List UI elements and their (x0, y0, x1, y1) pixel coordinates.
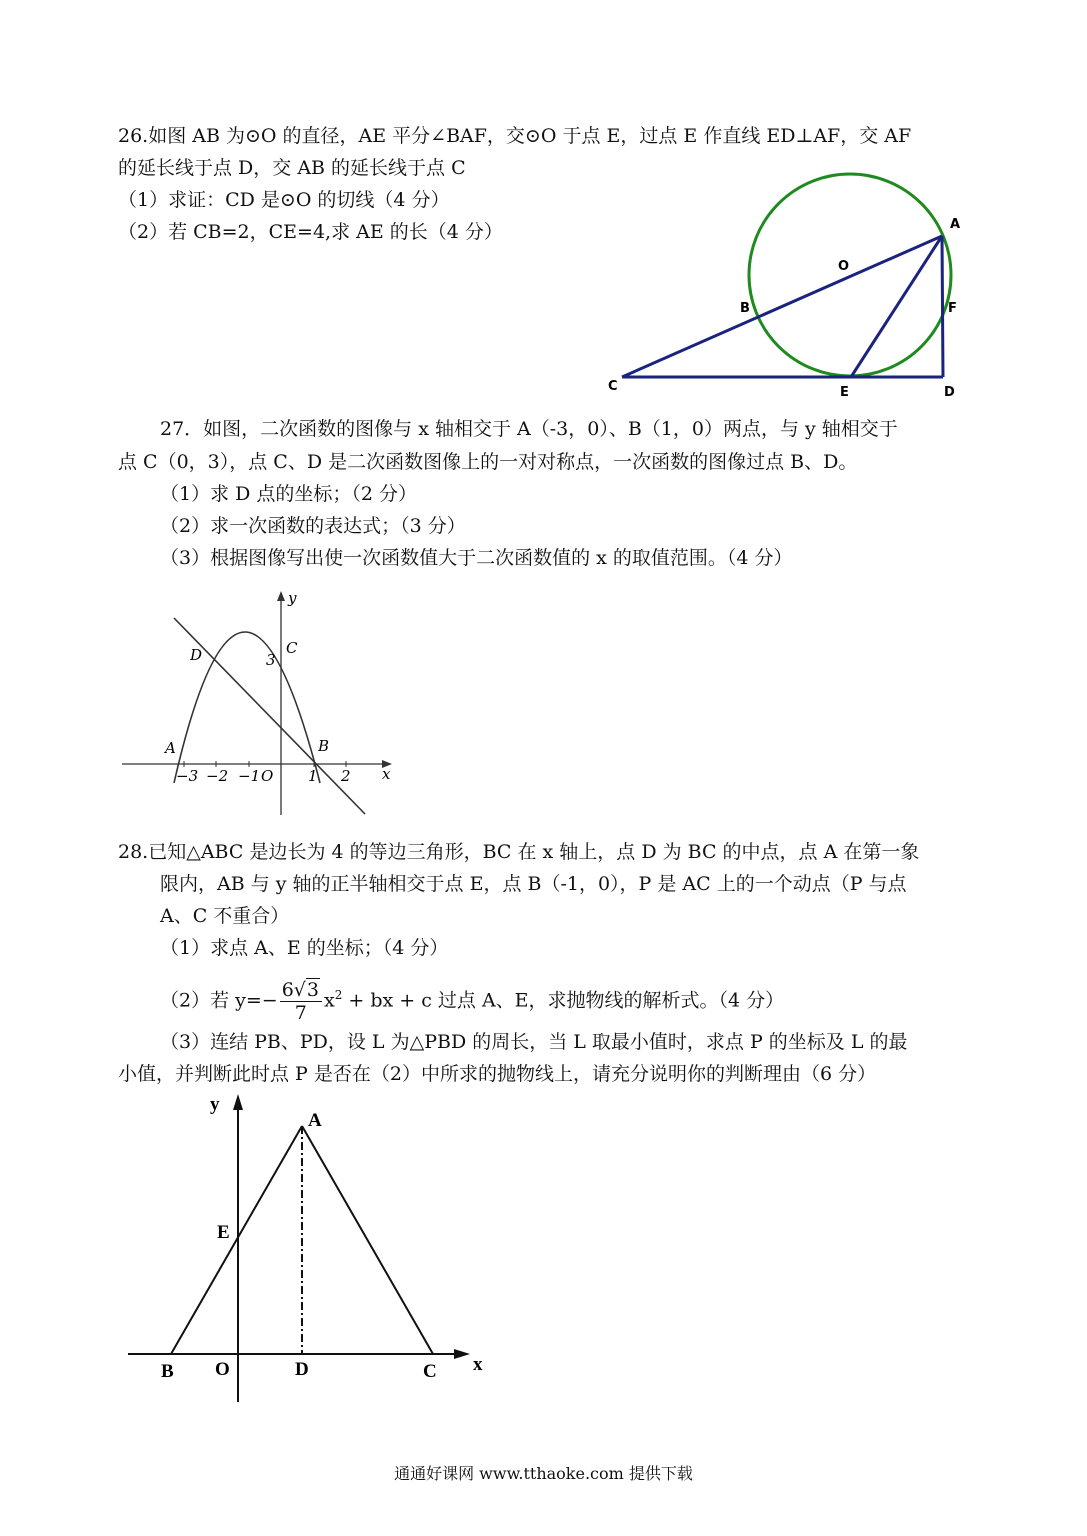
label-y: y (210, 1094, 220, 1115)
q26-part-1: （1）求证：CD 是⊙O 的切线（4 分） (118, 189, 450, 211)
tick-label-2: 2 (341, 767, 351, 785)
exponent: 2 (334, 988, 343, 1002)
q28-part-1: （1）求点 A、E 的坐标；（4 分） (160, 937, 449, 959)
q26-line-1: 26.如图 AB 为⊙O 的直径，AE 平分∠BAF，交⊙O 于点 E，过点 E 作直线 ED⊥AF，交 AF (118, 125, 912, 147)
label-d: D (295, 1359, 309, 1380)
q28-part-3-line-2: 小值，并判断此时点 P 是否在（2）中所求的抛物线上，请充分说明你的判断理由（6 分） (118, 1063, 877, 1085)
q27-figure (118, 585, 408, 820)
label-a: A (165, 739, 176, 757)
q28-part-2 (160, 970, 784, 1025)
label-a: A (308, 1110, 322, 1131)
tick-label-m1: −1 (238, 767, 261, 785)
q27-line-2: 点 C（0，3），点 C、D 是二次函数图像上的一对对称点，一次函数的图像过点 B、D。 (118, 451, 858, 473)
tick-label-m2: −2 (206, 767, 229, 785)
q28-line-3: A、C 不重合） (160, 905, 290, 927)
label-x: x (473, 1354, 483, 1375)
label-c: C (608, 379, 618, 394)
side-ab (171, 1126, 302, 1354)
variable-x: x (324, 989, 335, 1012)
q28-line-2: 限内，AB 与 y 轴的正半轴相交于点 E，点 B（-1，0），P 是 AC 上的一个动点（P 与点 (160, 873, 907, 895)
x-axis-arrow (454, 1349, 470, 1359)
segment-ad (942, 236, 943, 377)
label-d: D (190, 646, 203, 664)
q28-part-2-suffix: + bx + c 过点 A、E，求抛物线的解析式。（4 分） (342, 989, 785, 1012)
label-o: O (261, 767, 274, 785)
sqrt-sign: √ (293, 978, 306, 1001)
label-3: 3 (266, 651, 276, 669)
label-b: B (318, 737, 330, 755)
label-b: B (161, 1361, 174, 1382)
label-d: D (944, 385, 955, 400)
q27-line-1: 27．如图，二次函数的图像与 x 轴相交于 A（-3，0）、B（1，0）两点，与 y 轴相交于 (160, 418, 898, 440)
tick-label-m3: −3 (176, 767, 199, 785)
q28-part-3-line-1: （3）连结 PB、PD，设 L 为△PBD 的周长，当 L 取最小值时，求点 P 的坐标及 L 的最 (160, 1031, 908, 1053)
label-a: A (950, 217, 961, 232)
q28-line-1: 28.已知△ABC 是边长为 4 的等边三角形，BC 在 x 轴上，点 D 为 BC 的中点，点 A 在第一象 (118, 841, 920, 863)
label-b: B (740, 301, 750, 316)
q27-part-1: （1）求 D 点的坐标；（2 分） (160, 483, 418, 505)
label-e: E (217, 1222, 230, 1243)
page-footer: 通通好课网 www.tthaoke.com 提供下载 (394, 1464, 693, 1483)
tick-label-1: 1 (308, 767, 318, 785)
label-o: O (838, 259, 850, 274)
fraction-denominator: 7 (294, 1001, 307, 1024)
q26-figure (600, 170, 980, 402)
label-f: F (948, 301, 957, 316)
q28-figure (118, 1090, 498, 1410)
sqrt-radicand: 3 (306, 978, 319, 1001)
label-o: O (215, 1359, 230, 1380)
label-x: x (382, 765, 391, 783)
side-ac (302, 1126, 433, 1354)
q26-part-2: （2）若 CB=2，CE=4,求 AE 的长（4 分） (118, 221, 503, 243)
y-axis-arrow (233, 1094, 243, 1110)
label-y: y (288, 589, 297, 607)
segment-ca (622, 236, 942, 377)
label-e: E (840, 385, 849, 400)
q26-line-2: 的延长线于点 D，交 AB 的延长线于点 C (118, 157, 466, 179)
q27-part-3: （3）根据图像写出使一次函数值大于二次函数值的 x 的取值范围。（4 分） (160, 547, 793, 569)
label-c: C (423, 1361, 437, 1382)
q28-part-2-prefix: （2）若 y=− (160, 989, 278, 1012)
label-c: C (286, 639, 298, 657)
fraction-numerator: 6 (281, 978, 294, 1001)
q27-part-2: （2）求一次函数的表达式；（3 分） (160, 515, 466, 537)
y-axis-arrow (277, 591, 285, 601)
fraction (280, 979, 322, 1024)
